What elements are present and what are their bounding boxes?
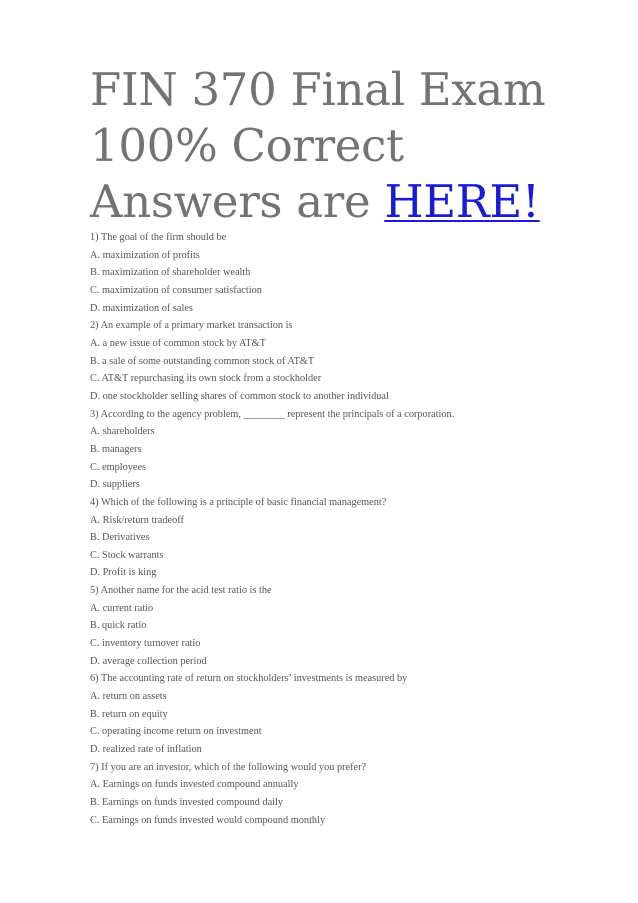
answer-option: D. average collection period — [90, 655, 207, 667]
answer-option: A. Earnings on funds invested compound annually — [90, 779, 299, 791]
here-link[interactable]: HERE! — [384, 175, 540, 228]
title-line-3-prefix: Answers are — [90, 175, 385, 228]
answer-option: C. maximization of consumer satisfaction — [90, 284, 262, 296]
question-text: 4) Which of the following is a principle of basic financial management? — [90, 496, 387, 508]
answer-option: B. a sale of some outstanding common stock of AT&T — [90, 355, 315, 367]
answer-option: B. Earnings on funds invested compound daily — [90, 797, 284, 808]
answer-option: A. a new issue of common stock by AT&T — [90, 337, 266, 349]
answer-option: C. employees — [90, 461, 147, 473]
title-line-2: 100% Correct — [90, 119, 404, 172]
document-page — [90, 62, 590, 829]
title-line-1: FIN 370 Final Exam — [90, 63, 546, 116]
answer-option: C. operating income return on investment — [90, 726, 262, 738]
answer-option: C. Stock warrants — [90, 549, 164, 561]
question-text: 2) An example of a primary market transaction is — [90, 320, 293, 332]
answer-option: B. quick ratio — [90, 620, 147, 632]
answer-option: A. return on assets — [90, 691, 167, 703]
answer-option: C. Earnings on funds invested would compound monthly — [90, 814, 326, 826]
answer-option: D. Profit is king — [90, 567, 157, 579]
answer-option: B. Derivatives — [90, 532, 150, 544]
question-text: 5) Another name for the acid test ratio is the — [90, 585, 272, 597]
question-text: 3) According to the agency problem, ________ represent the principals of a corporation. — [90, 408, 455, 420]
answer-option: C. inventory turnover ratio — [90, 638, 201, 650]
answer-option: D. one stockholder selling shares of common stock to another individual — [90, 390, 389, 402]
answer-option: A. Risk/return tradeoff — [90, 514, 184, 526]
answer-option: A. shareholders — [90, 426, 155, 438]
page-title — [90, 62, 590, 230]
answer-option: C. AT&T repurchasing its own stock from a stockholder — [90, 373, 322, 385]
answer-option: A. maximization of profits — [90, 249, 200, 261]
answer-option: D. realized rate of inflation — [90, 744, 202, 756]
answer-option: B. managers — [90, 443, 142, 455]
question-list — [90, 229, 590, 829]
answer-option: D. maximization of sales — [90, 302, 193, 314]
answer-option: B. maximization of shareholder wealth — [90, 267, 251, 279]
answer-option: A. current ratio — [90, 602, 154, 614]
question-text: 6) The accounting rate of return on stockholders’ investments is measured by — [90, 673, 408, 685]
answer-option: B. return on equity — [90, 708, 168, 720]
question-text: 7) If you are an investor, which of the following would you prefer? — [90, 761, 367, 773]
answer-option: D. suppliers — [90, 479, 140, 491]
question-text: 1) The goal of the firm should be — [90, 232, 227, 243]
